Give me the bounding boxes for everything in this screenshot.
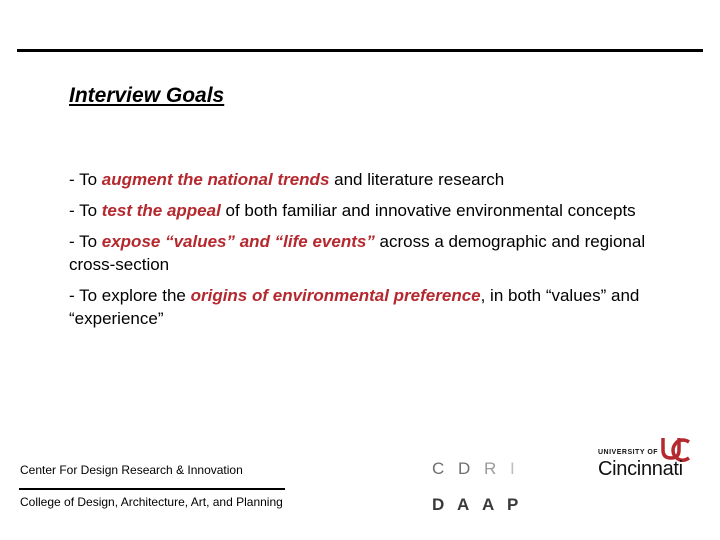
goal-item bbox=[69, 199, 649, 222]
goal-text: of both familiar and innovative environmental concepts bbox=[220, 201, 636, 220]
uc-cincinnati: Cincinnati bbox=[598, 458, 683, 480]
footer-divider bbox=[19, 488, 285, 490]
daap-letter: A bbox=[457, 495, 470, 514]
goal-text: - To explore the bbox=[69, 286, 191, 305]
goal-text: - To bbox=[69, 232, 102, 251]
top-divider bbox=[17, 49, 703, 52]
goal-text: - To bbox=[69, 201, 102, 220]
cdri-letter: D bbox=[458, 459, 473, 478]
cdri-letter: R bbox=[484, 459, 499, 478]
daap-letter: D bbox=[432, 495, 445, 514]
slide-title: Interview Goals bbox=[69, 84, 225, 107]
uc-logo bbox=[598, 436, 698, 482]
goal-highlight: origins of environmental preference bbox=[190, 286, 481, 305]
uc-university-of: UNIVERSITY OF bbox=[598, 449, 659, 456]
goal-highlight: expose “values” and “life events” bbox=[101, 232, 375, 251]
goal-text: - To bbox=[69, 170, 102, 189]
goals-list bbox=[69, 168, 649, 338]
center-name: Center For Design Research & Innovation bbox=[20, 463, 243, 477]
daap-letter: A bbox=[482, 495, 495, 514]
cdri-letter: I bbox=[510, 459, 517, 478]
cdri-letter: C bbox=[432, 459, 447, 478]
goal-item bbox=[69, 168, 649, 191]
goal-item bbox=[69, 284, 649, 330]
cdri-logo bbox=[432, 459, 536, 479]
goal-text: , in both “values” and “experience” bbox=[69, 286, 640, 328]
daap-logo bbox=[432, 495, 532, 515]
goal-text: across a demographic and regional cross-section bbox=[69, 232, 646, 274]
daap-letter: P bbox=[507, 495, 519, 514]
college-name: College of Design, Architecture, Art, and Planning bbox=[20, 495, 283, 509]
footer-credits bbox=[19, 460, 285, 511]
goal-highlight: augment the national trends bbox=[101, 170, 330, 189]
goal-item bbox=[69, 230, 649, 276]
goal-text: and literature research bbox=[329, 170, 505, 189]
goal-highlight: test the appeal bbox=[101, 201, 221, 220]
